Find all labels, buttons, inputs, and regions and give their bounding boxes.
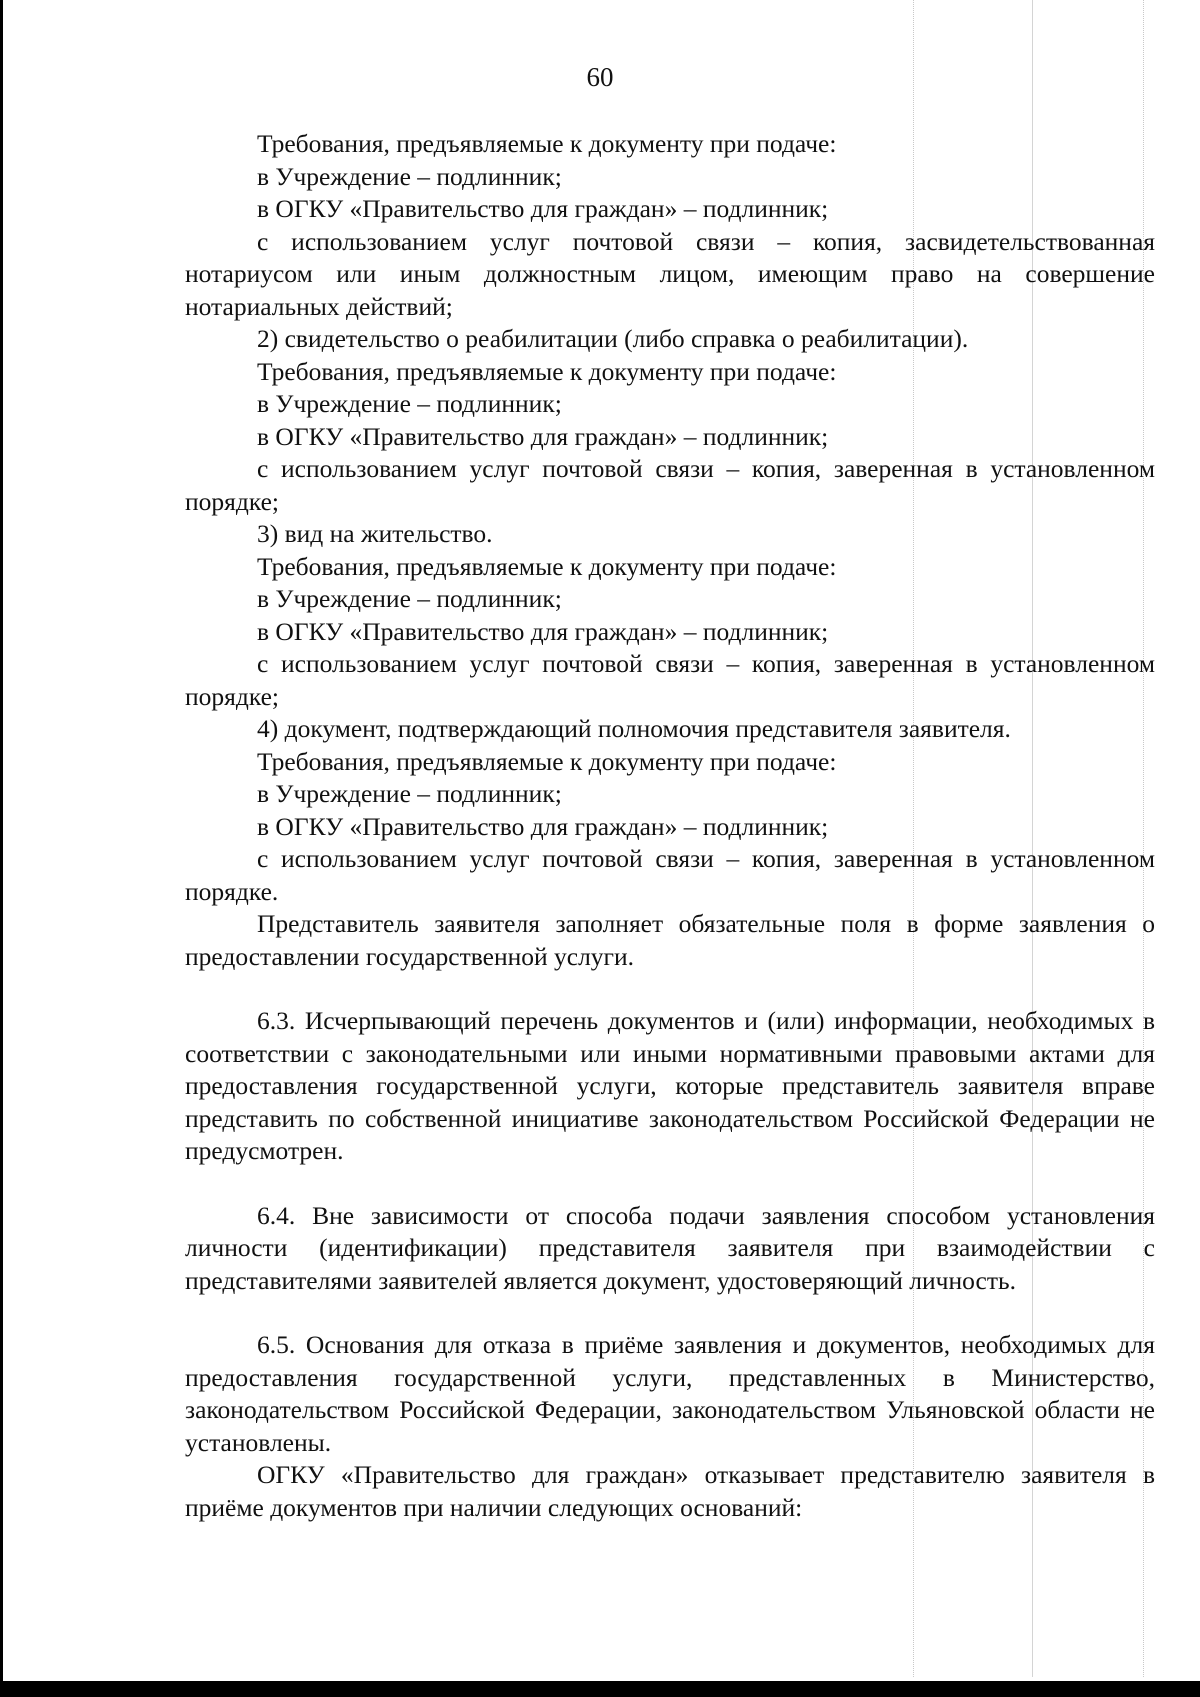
paragraph: с использованием услуг почтовой связи – копия, заверенная в установленном порядке; <box>185 454 1155 516</box>
paragraph: в ОГКУ «Правительство для граждан» – подлинник; <box>257 616 829 646</box>
paragraph: с использованием услуг почтовой связи – копия, засвидетельствованная нотариусом или иным должностным лицом, имеющим право на совершение нотариальных действий; <box>185 226 1155 321</box>
document-body <box>185 128 1155 1524</box>
paragraph: Требования, предъявляемые к документу при подаче: <box>257 129 837 158</box>
paragraph: 3) вид на жительство. <box>257 519 493 548</box>
paragraph: 4) документ, подтверждающий полномочия представителя заявителя. <box>257 714 1011 743</box>
section-paragraph-6-5: 6.5. Основания для отказа в приёме заявления и документов, необходимых для предоставления государственной услуги, представленных в Министерство, законодательством Российской Федерации, законодательством Ульяновской области не установлены. <box>185 1330 1155 1457</box>
paragraph: с использованием услуг почтовой связи – копия, заверенная в установленном порядке; <box>185 649 1155 711</box>
paragraph: Требования, предъявляемые к документу при подаче: <box>257 356 837 386</box>
scan-border-left <box>0 0 3 1697</box>
paragraph: 2) свидетельство о реабилитации (либо справка о реабилитации). <box>257 324 969 353</box>
paragraph: Требования, предъявляемые к документу при подаче: <box>257 551 837 581</box>
paragraph: Представитель заявителя заполняет обязательные поля в форме заявления о предоставлении государственной услуги. <box>185 909 1155 971</box>
paragraph: Требования, предъявляемые к документу при подаче: <box>257 746 837 776</box>
paragraph: в ОГКУ «Правительство для граждан» – подлинник; <box>257 811 829 841</box>
paragraph: в Учреждение – подлинник; <box>257 389 562 418</box>
section-paragraph-6-3: 6.3. Исчерпывающий перечень документов и (или) информации, необходимых в соответствии с законодательными или иными нормативными правовыми актами для предоставления государственной услуги, которые представитель заявителя вправе представить по собственной инициативе законодательством Российской Федерации не предусмотрен. <box>185 1006 1155 1165</box>
paragraph: в ОГКУ «Правительство для граждан» – подлинник; <box>257 194 829 223</box>
paragraph: ОГКУ «Правительство для граждан» отказывает представителю заявителя в приёме документов при наличии следующих оснований: <box>185 1460 1155 1522</box>
paragraph: в Учреждение – подлинник; <box>257 779 562 808</box>
paragraph: с использованием услуг почтовой связи – копия, заверенная в установленном порядке. <box>185 844 1155 906</box>
section-paragraph-6-4: 6.4. Вне зависимости от способа подачи заявления способом установления личности (идентификации) представителя заявителя при взаимодействии с представителями заявителей является документ, удостоверяющий личность. <box>185 1200 1155 1295</box>
paragraph: в ОГКУ «Правительство для граждан» – подлинник; <box>257 421 829 451</box>
scan-border-bottom <box>0 1681 1200 1697</box>
paragraph: в Учреждение – подлинник; <box>257 584 562 613</box>
paragraph: в Учреждение – подлинник; <box>257 161 562 191</box>
page-number: 60 <box>586 62 614 92</box>
